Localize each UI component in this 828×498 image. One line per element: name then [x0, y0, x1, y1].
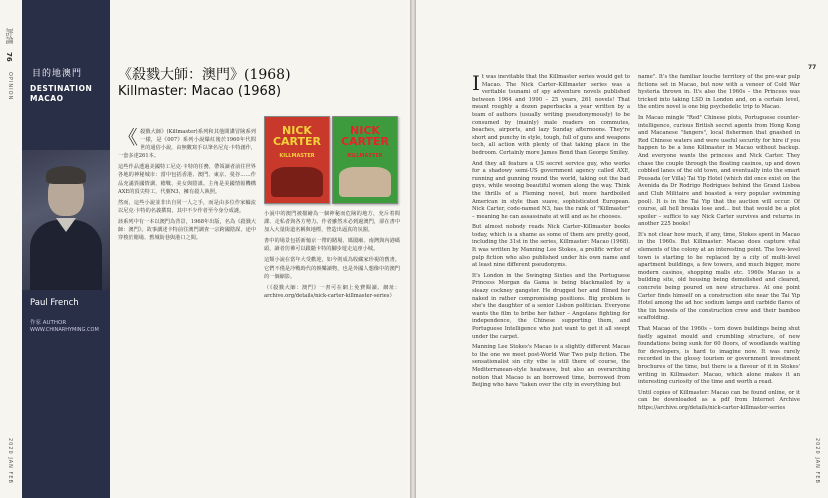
- section-label-zh: 評論: [5, 28, 14, 44]
- en-paragraph: But almost nobody reads Nick Carter–Killmaster books today, which is a shame as some of them are pretty good, including the 31st in the series, Killmaster: Macao (1968). It was written by Manning Lee Stokes, a prolific writer of pulp fiction who also published under his own name and at least nine different pseudonyms.: [472, 224, 630, 269]
- author-role: 作家 AUTHOR: [30, 320, 67, 326]
- footer-date: 2020 JAN FEB: [7, 438, 13, 484]
- section-label-en: OPINION: [7, 72, 13, 101]
- zh-paragraph: 這類小說在當年大受歡迎，如今則成為收藏家珍視的舊書。它們不僅是冷戰時代的娛樂讀物，也是外國人想像中的澳門的一個縮影。: [264, 257, 400, 280]
- en-paragraph: It's not clear how much, if any, time, Stokes spent in Macao in the 1960s. But Killmaster: Macao does capture vital elements of the colony at an interesting point. The low-level town is starting to be replaced by a city of multi-level apartment buildings, a few towers, and much bigger, more modern casinos, shopping malls etc. 1960s Macao is a building site, old housing being demolished and cleared, concrete being poured on new structures. At one point Carter finds himself on a construction site near the Tai Yip Hotel among the ad hoc sodium lamps and carbide flares of the tin bowels of the construction crew and their bamboo scaffolding.: [638, 231, 800, 322]
- book-cover-tagline: KILLMASTER: [279, 153, 315, 159]
- column-title-en-line1: DESTINATION: [30, 84, 93, 93]
- footer-date-right: 2020 JAN FEB: [814, 438, 820, 484]
- drop-cap-en: I: [472, 74, 480, 95]
- page-number: 76: [5, 52, 13, 62]
- zh-paragraph: [118, 128, 256, 160]
- page-number-right: 77: [808, 64, 817, 71]
- column-title-zh: 目的地澳門: [32, 69, 83, 79]
- book-cover-art: [271, 167, 323, 197]
- right-page: [416, 0, 828, 498]
- author-website: WWW.CHINARHYMING.COM: [30, 327, 99, 333]
- book-cover-series: NICK CARTER: [340, 124, 390, 148]
- drop-cap-zh: 《: [118, 128, 138, 149]
- en-paragraph: name". It's the familiar louche territory of the pre-war pulp fictions set in Macao, but now with a veneer of Cold War hysteria thrown in. It's also the 1960s – the Princess was tricked into taking LSD in London and, on a certain level, the entire novel is one big psychedelic trip to Macao.: [638, 74, 800, 111]
- en-paragraph: Manning Lee Stokes's Macao is a slightly different Macao to the one we meet post-World War Two pulp fiction. The sensationalist sin city vibe is still there of course, the Mediterranean-style heatwave, but also an overarching notion that Macao is an borrowed time, borrowed from Beijing who have "taken over the city in everything but: [472, 344, 630, 389]
- author-name: Paul French: [30, 298, 79, 308]
- zh-paragraph-text: 殺戮大師》(Killmaster)系列和其他間諜冒險系列一樣，是《007》系列小說爆紅後於1960年代問世的通俗小說，由無數寫手以筆名尼克·卡特創作，一套多達261本。: [118, 129, 256, 160]
- en-paragraph: [472, 74, 630, 158]
- zh-paragraph: 然而，這些小說並非出自同一人之手，而是由多位作家輪流以尼克·卡特的名義撰寫，其中不少作者至今身分成謎。: [118, 199, 256, 214]
- article-title-zh: 《殺戮大師：澳門》(1968): [118, 67, 291, 83]
- en-paragraph: Until copies of Killmaster: Macao can be found online, or it can be downloaded as a pdf from Internet Archive https://archive.org/details/nick-carter-killmaster-series: [638, 389, 800, 411]
- article-zh-column-1: [118, 128, 256, 480]
- en-paragraph: That Macao of the 1960s – torn down buildings being shut fastly against mould and crumbling structure, of new foundations being sunk for 60 floors, of woodlands waiting for developers, is hard to imagine now. It was rarely recorded in the glossy tourism or government investment brochures of the time, but there is a flavour of it in Stokes' writing in Killmaster: Macao, which alone makes it an interesting curiosity of the time and worth a read.: [638, 326, 800, 386]
- article-en-column-2: [638, 74, 800, 486]
- author-photo: [22, 150, 110, 290]
- book-cover-tagline: KILLMASTER: [347, 153, 383, 159]
- zh-paragraph: 小說中的澳門被描繪為一個神秘而危險的地方，充斥着間諜、走私者與各方勢力。作者雖然未必到過澳門，卻在書中加入大量街道名稱與地標，營造出逼真的氛圍。: [264, 211, 400, 234]
- column-title-en-line2: MACAO: [30, 94, 64, 103]
- article-title-en: Killmaster: Macao (1968): [118, 84, 282, 99]
- column-title-en: [30, 84, 92, 104]
- column-sidebar: [22, 0, 110, 498]
- left-page: [0, 0, 410, 498]
- zh-paragraph: （《殺戮大師：澳門》一書可在網上免費閱讀。網址：archive.org/details/nick-carter-killmaster-series）: [264, 284, 400, 299]
- book-cover-art: [339, 167, 391, 197]
- en-paragraph: In Macao mingle "Red" Chinese plots, Portuguese counter-intelligence, curious British secret agents from Hong Kong and Macanese "fangers", local fishermen that gnashed in Red Chinese waters and were useful security for hire if you happen to be a lone Killmaster in Macao without backup. And everyone wants the princess and Nick Carter. They chase the couple through the floating casinos, up and down cobbled lanes of the old town, and eventually into the smart Pousada (or Villa) Tai Yip Hotel (which did once exist on the Avenida da Dr Rodrigo Rodrigues behind the Grand Lisboa and Club Militaire and boasted a very popular swimming pool). It is in the Tai Yip that the auction will occur. Of course, all hell breaks lose and... but that would be a plot spoiler – suffice to say Nick Carter survives and returns in another 225 books!: [638, 114, 800, 228]
- book-cover-red: [264, 116, 330, 204]
- left-edge-strip: [0, 0, 22, 498]
- article-en-column-1: [472, 74, 630, 486]
- zh-paragraph: 該系列中有一本以澳門為背景，1968年出版，名為《殺戮大師：澳門》。故事講述卡特前往澳門調查一宗跨國陰謀，途中穿梭於賭場、舊城街巷與港口之間。: [118, 218, 256, 242]
- zh-paragraph: 書中的場景包括新葡京一帶的賭場、媽閣廟、南灣與內港碼頭，讀者彷彿可以跟隨卡特的腳步遊走這座小城。: [264, 238, 400, 253]
- book-cover-series: NICK CARTER: [272, 124, 322, 148]
- zh-paragraph: 這些作品透過美國特工尼克·卡特的任務，帶領讀者前往世界各地的神秘城市：當中包括香港、澳門、東京、曼谷……作品充滿異國情調、槍戰、美女與陰謀。主角是美國情報機構AXE的頂尖特工，代號N3，擁有殺人執照。: [118, 164, 256, 195]
- en-paragraph-text: t was inevitable that the Killmaster series would get to Macao. The Nick Carter–Killmaster series was a veritable tsunami of spy adventure novels published between 1964 and 1990 – 25 years, 261 novels! That meant roughly a dozen paperbacks a year written by a team of authors (usually writing pseudonymously) to be consumed by (mainly) male readers on commutes, beaches, airports, and lazy Sunday afternoons. They're short and punchy in style, tough, full of guns and weapons tech, all action with plenty of that taking place in the bedroom. Certainly more James Bond than George Smiley.: [472, 74, 630, 156]
- en-paragraph: And they all feature a US secret service guy, who works for a shadowy semi-US government agency called AXE, running and gunning round the world, taking out the bad guys, while wooing beautiful women along the way. Think the thrills of a Fleming novel, but more hardboiled American in style than suave, sophisticated European. Nick Carter, code-named N3, has the rank of "Killmaster" – meaning he can assassinate at will and as he chooses.: [472, 160, 630, 220]
- en-paragraph: It's London in the Swinging Sixties and the Portuguese Princess Morgan da Gama is being blackmailed by a sleazy cockney gangster. He drugged her and filmed her naked in rather compromising positions. Big problem is she's the daughter of a senior Lisbon politician. Everyone wants the film to bribe her father – Angolans fighting for independence, the Chinese supporting them, and Portuguese Intelligence who just want to get it all swept under the carpet.: [472, 272, 630, 340]
- book-cover-green: [332, 116, 398, 204]
- author-photo-hair: [46, 166, 86, 184]
- article-zh-column-2: [264, 210, 400, 482]
